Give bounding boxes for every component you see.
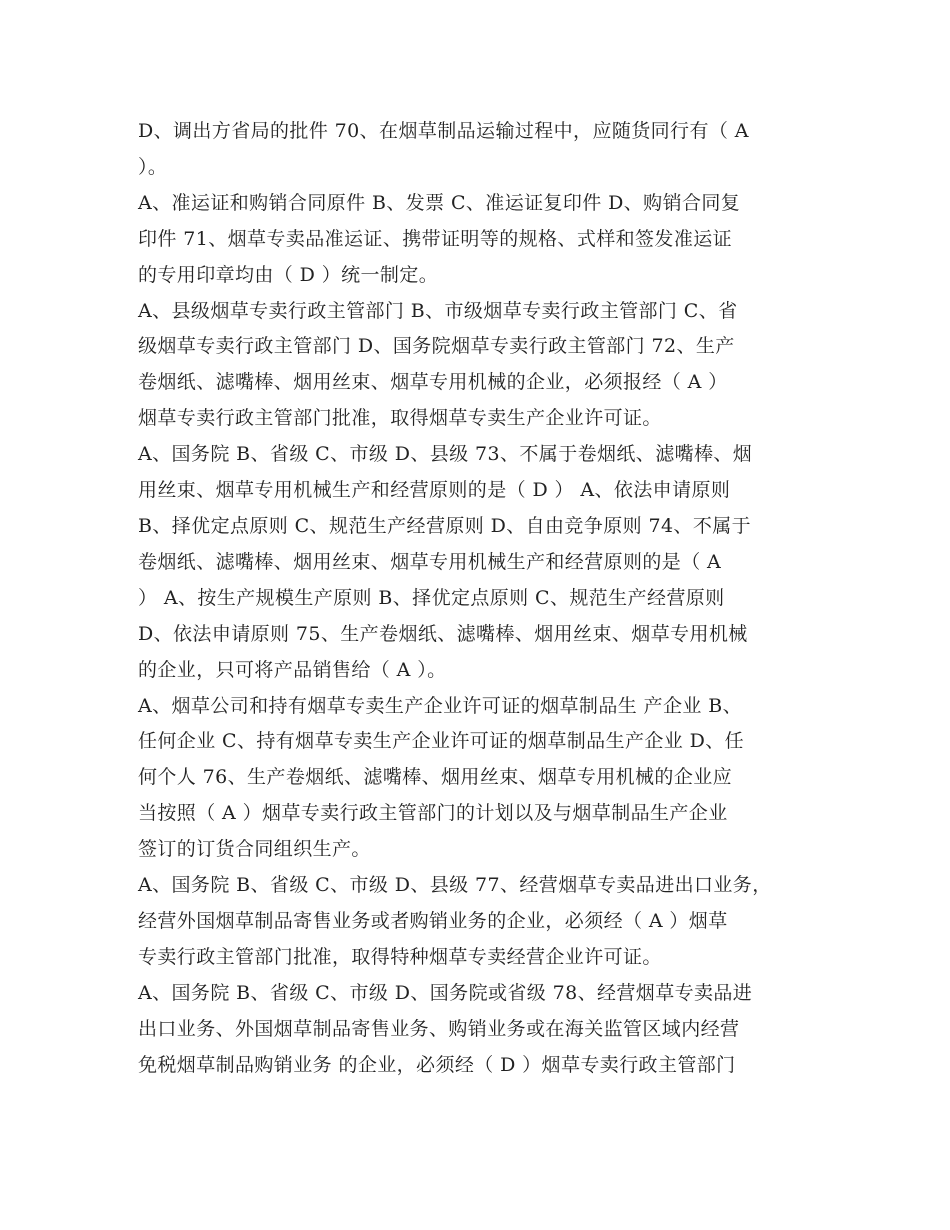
text-line: 卷烟纸、滤嘴棒、烟用丝束、烟草专用机械生产和经营原则的是（ A (138, 550, 722, 573)
text-line: 级烟草专卖行政主管部门 D、国务院烟草专卖行政主管部门 72、生产 (138, 335, 735, 358)
text-line: B、择优定点原则 C、规范生产经营原则 D、自由竞争原则 74、不属于 (138, 514, 752, 537)
text-line: A、准运证和购销合同原件 B、发票 C、准运证复印件 D、购销合同复 (138, 191, 741, 214)
text-line: A、烟草公司和持有烟草专卖生产企业许可证的烟草制品生 产企业 B、 (138, 694, 742, 717)
text-line: 烟草专卖行政主管部门批准，取得烟草专卖生产企业许可证。 (138, 407, 662, 430)
text-line: 经营外国烟草制品寄售业务或者购销业务的企业，必须经（ A ）烟草 (138, 909, 728, 932)
text-line: 印件 71、烟草专卖品准运证、携带证明等的规格、式样和签发准运证 (138, 227, 733, 250)
text-line: A、国务院 B、省级 C、市级 D、县级 73、不属于卷烟纸、滤嘴棒、烟 (138, 443, 753, 466)
text-line: ） A、按生产规模生产原则 B、择优定点原则 C、规范生产经营原则 (138, 586, 725, 609)
document-body (138, 114, 828, 1083)
text-line: 的企业，只可将产品销售给（ A ）。 (138, 658, 447, 681)
text-line: 签订的订货合同组织生产。 (138, 838, 371, 861)
text-line: 卷烟纸、滤嘴棒、烟用丝束、烟草专用机械的企业，必须报经（ A ） (138, 371, 728, 394)
text-line: A、县级烟草专卖行政主管部门 B、市级烟草专卖行政主管部门 C、省 (138, 299, 738, 322)
text-line: 当按照（ A ）烟草专卖行政主管部门的计划以及与烟草制品生产企业 (138, 802, 728, 825)
text-line: 用丝束、烟草专用机械生产和经营原则的是（ D ） A、依法申请原则 (138, 479, 731, 502)
text-line: D、依法申请原则 75、生产卷烟纸、滤嘴棒、烟用丝束、烟草专用机械 (138, 622, 748, 645)
text-line: 专卖行政主管部门批准，取得特种烟草专卖经营企业许可证。 (138, 945, 662, 968)
text-line: 任何企业 C、持有烟草专卖生产企业许可证的烟草制品生产企业 D、任 (138, 730, 745, 753)
text-line: 何个人 76、生产卷烟纸、滤嘴棒、烟用丝束、烟草专用机械的企业应 (138, 766, 733, 789)
text-line: A、国务院 B、省级 C、市级 D、国务院或省级 78、经营烟草专卖品进 (138, 981, 753, 1004)
text-line: 的专用印章均由（ D ）统一制定。 (138, 263, 439, 286)
text-line: 出口业务、外国烟草制品寄售业务、购销业务或在海关监管区域内经营 (138, 1017, 740, 1040)
text-line: 免税烟草制品购销业务 的企业，必须经（ D ）烟草专卖行政主管部门 (138, 1053, 736, 1076)
text-line: ）。 (138, 155, 168, 178)
text-line: A、国务院 B、省级 C、市级 D、县级 77、经营烟草专卖品进出口业务， (138, 874, 772, 897)
text-line: D、调出方省局的批件 70、在烟草制品运输过程中，应随货同行有（ A (138, 120, 749, 142)
